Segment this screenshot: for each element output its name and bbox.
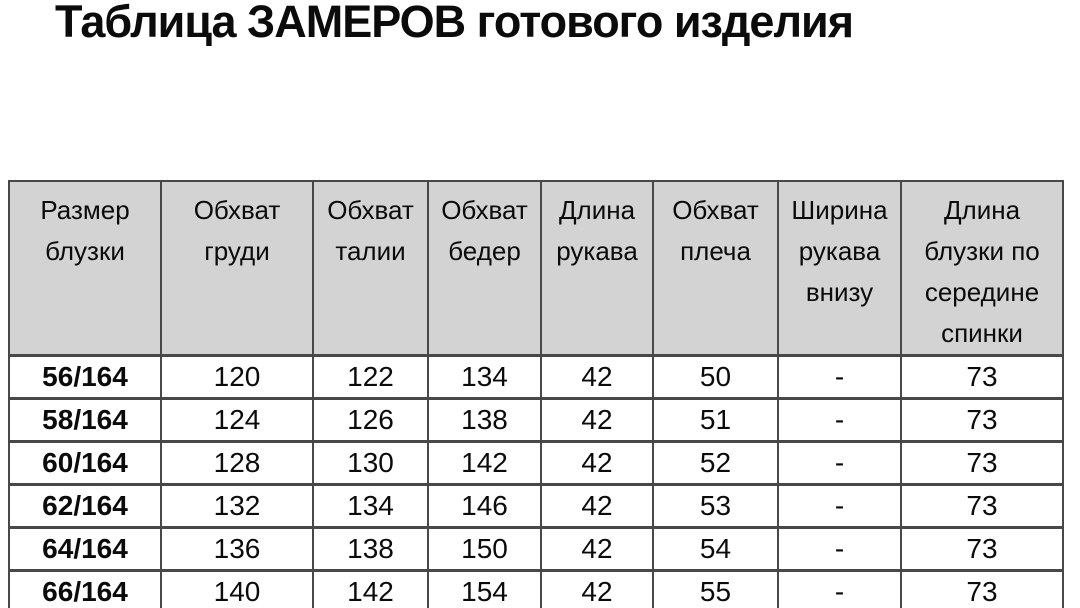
value-cell: 42 [541, 356, 653, 399]
table-row [9, 399, 1063, 442]
value-cell: 136 [161, 528, 313, 571]
table-row [9, 485, 1063, 528]
value-cell: 142 [428, 442, 541, 485]
value-cell: - [778, 485, 901, 528]
header-waist: Обхват талии [313, 181, 428, 356]
value-cell: - [778, 399, 901, 442]
value-cell: 73 [901, 356, 1063, 399]
header-shoulder: Обхват плеча [653, 181, 778, 356]
value-cell: 42 [541, 571, 653, 608]
value-cell: 134 [428, 356, 541, 399]
value-cell: 42 [541, 399, 653, 442]
size-cell: 64/164 [9, 528, 161, 571]
value-cell: 132 [161, 485, 313, 528]
value-cell: 142 [313, 571, 428, 608]
page-title: Таблица ЗАМЕРОВ готового изделия [55, 0, 853, 47]
value-cell: 150 [428, 528, 541, 571]
table-row [9, 356, 1063, 399]
value-cell: 55 [653, 571, 778, 608]
header-sleeve-width: Ширина рукава внизу [778, 181, 901, 356]
value-cell: 42 [541, 485, 653, 528]
header-back-length: Длина блузки по середине спинки [901, 181, 1063, 356]
value-cell: - [778, 356, 901, 399]
value-cell: 54 [653, 528, 778, 571]
value-cell: 138 [313, 528, 428, 571]
value-cell: 146 [428, 485, 541, 528]
value-cell: 73 [901, 442, 1063, 485]
value-cell: 42 [541, 528, 653, 571]
header-chest: Обхват груди [161, 181, 313, 356]
value-cell: - [778, 528, 901, 571]
size-cell: 56/164 [9, 356, 161, 399]
size-cell: 62/164 [9, 485, 161, 528]
value-cell: - [778, 442, 901, 485]
value-cell: - [778, 571, 901, 608]
size-cell: 60/164 [9, 442, 161, 485]
table-body [9, 356, 1063, 608]
table-header [9, 181, 1063, 356]
measurements-table [8, 180, 1064, 608]
table-row [9, 528, 1063, 571]
value-cell: 130 [313, 442, 428, 485]
size-cell: 58/164 [9, 399, 161, 442]
value-cell: 51 [653, 399, 778, 442]
value-cell: 50 [653, 356, 778, 399]
value-cell: 126 [313, 399, 428, 442]
value-cell: 73 [901, 485, 1063, 528]
header-size: Размер блузки [9, 181, 161, 356]
header-sleeve-length: Длина рукава [541, 181, 653, 356]
value-cell: 53 [653, 485, 778, 528]
size-cell: 66/164 [9, 571, 161, 608]
value-cell: 140 [161, 571, 313, 608]
value-cell: 73 [901, 571, 1063, 608]
value-cell: 138 [428, 399, 541, 442]
header-hips: Обхват бедер [428, 181, 541, 356]
value-cell: 124 [161, 399, 313, 442]
value-cell: 73 [901, 399, 1063, 442]
value-cell: 52 [653, 442, 778, 485]
value-cell: 154 [428, 571, 541, 608]
value-cell: 120 [161, 356, 313, 399]
value-cell: 42 [541, 442, 653, 485]
table-row [9, 571, 1063, 608]
value-cell: 73 [901, 528, 1063, 571]
value-cell: 134 [313, 485, 428, 528]
value-cell: 122 [313, 356, 428, 399]
value-cell: 128 [161, 442, 313, 485]
table-row [9, 442, 1063, 485]
header-row [9, 181, 1063, 356]
